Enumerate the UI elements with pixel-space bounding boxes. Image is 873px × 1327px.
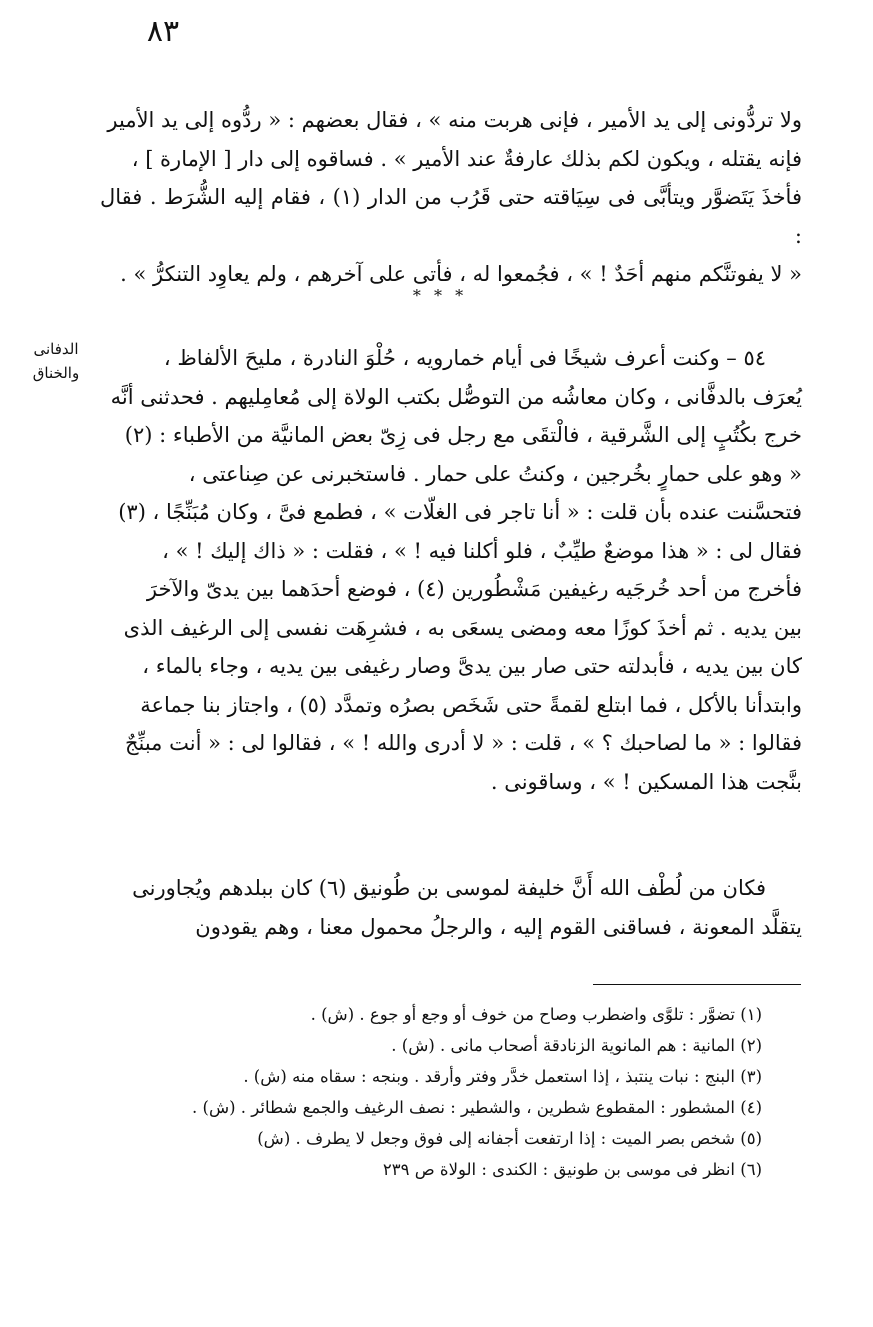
footnote: (٤) المشطور : المقطوع شطرين ، والشطير : نصف الرغيف والجمع شطائر . (ش) . (192, 1098, 762, 1117)
paragraph-anecdote-54 (100, 339, 802, 801)
footnote: (٥) شخص بصر الميت : إذا ارتفعت أجفانه إلى فوق وجعل لا يطرف . (ش) (257, 1129, 762, 1148)
text-line: ولا تردُّونى إلى يد الأمير ، فإنى هربت منه » ، فقال بعضهم : « ردُّوه إلى يد الأمير (107, 108, 802, 132)
text-line: « وهو على حمارٍ بخُرجين ، وكنتُ على حمار . فاستخبرنى عن صِناعتى ، (188, 461, 802, 486)
section-separator: * * * (412, 286, 468, 305)
text-line: ٥٤ – وكنت أعرف شيخًا فى أيام خمارويه ، حُلْوَ النادرة ، مليحَ الألفاظ ، (163, 346, 766, 370)
text-line: فقال لى : « هذا موضعٌ طيِّبٌ ، فلو أكلنا فيه ! » ، فقلت : « ذاك إليك ! » ، (162, 538, 802, 563)
text-line: فتحسَّنت عنده بأن قلت : « أنا تاجر فى الغلّات » ، فطمع فىَّ ، وكان مُبَنِّجًا ، (٣) (118, 500, 802, 524)
text-line: بين يديه . ثم أخذَ كوزًا معه ومضى يسعَى به ، فشرِهَت نفسى إلى الرغيف الذى (123, 615, 802, 640)
text-line: « لا يفوتنَّكم منهم أحَدٌ ! » ، فجُمعوا له ، فأتى على آخرهم ، ولم يعاوِد التنكرُّ » . (120, 262, 802, 286)
text-line: فكان من لُطْف الله أَنَّ خليفة لموسى بن طُونيق (٦) كان ببلدهم ويُجاورنى (132, 876, 766, 900)
margin-note (20, 337, 92, 385)
footnote: (٣) البنج : نبات ينتبذ ، إذا استعمل خدَّر وفتر وأرقد . وبنجه : سقاه منه (ش) . (243, 1067, 762, 1086)
text-line: يُعرَف بالدفَّانى ، وكان معاشُه من التوصُّل بكتب الولاة إلى مُعامِليهم . فحدثنى أنَّه (110, 384, 802, 409)
footnote: (٦) انظر فى موسى بن طونيق : الكندى : الولاة ص ٢٣٩ (382, 1160, 762, 1179)
text-line: يتقلَّد المعونة ، فساقنى القوم إليه ، والرجلُ محمول معنا ، وهم يقودون (195, 914, 802, 939)
text-line: خرج بكُتُبٍ إلى الشَّرقية ، فالْتقَى مع رجل فى زِىّ بعض المانيَّة من الأطباء : (٢) (124, 423, 802, 447)
text-line: فإنه يقتله ، ويكون لكم بذلك عارفةٌ عند الأمير » . فساقوه إلى دار [ الإمارة ] ، (131, 146, 802, 171)
paragraph-continuation (100, 101, 802, 294)
margin-note-line: الدفانى (33, 340, 79, 358)
footnote: (١) تضوَّر : تلوَّى واضطرب وصاح من خوف أو وجع أو جوع . (ش) . (310, 1005, 762, 1024)
margin-note-line: والخناق (32, 364, 80, 382)
footnote-divider (593, 984, 801, 985)
footnotes (120, 999, 762, 1185)
page-number: ٨٣ (146, 14, 180, 49)
text-line: بنَّجت هذا المسكين ! » ، وساقونى . (490, 769, 802, 794)
footnote: (٢) المانية : هم المانوية الزنادقة أصحاب مانى . (ش) . (391, 1036, 762, 1055)
paragraph-continuation-2 (100, 869, 802, 946)
text-line: كان بين يديه ، فأبدلته حتى صار بين يدىَّ وصار رغيفى بين يديه ، وجاء بالماء ، (142, 654, 802, 678)
text-line: فأخرج من أحد خُرجَيه رغيفين مَشْطُورين (٤) ، فوضع أحدَهما بين يدىّ والآخرَ (146, 577, 802, 601)
text-line: فأخذَ يَتَضوَّر ويتأبَّى فى سِيَاقته حتى قَرُب من الدار (١) ، فقام إليه الشُّرَط . فقال : (100, 185, 802, 248)
text-line: فقالوا : « ما لصاحبك ؟ » ، قلت : « لا أدرى والله ! » ، فقالوا لى : « أنت مبنِّجٌ (124, 731, 802, 755)
text-line: وابتدأنا بالأكل ، فما ابتلع لقمةً حتى شَخَص بصرُه وتمدَّد (٥) ، واجتاز بنا جماعة (140, 692, 802, 717)
